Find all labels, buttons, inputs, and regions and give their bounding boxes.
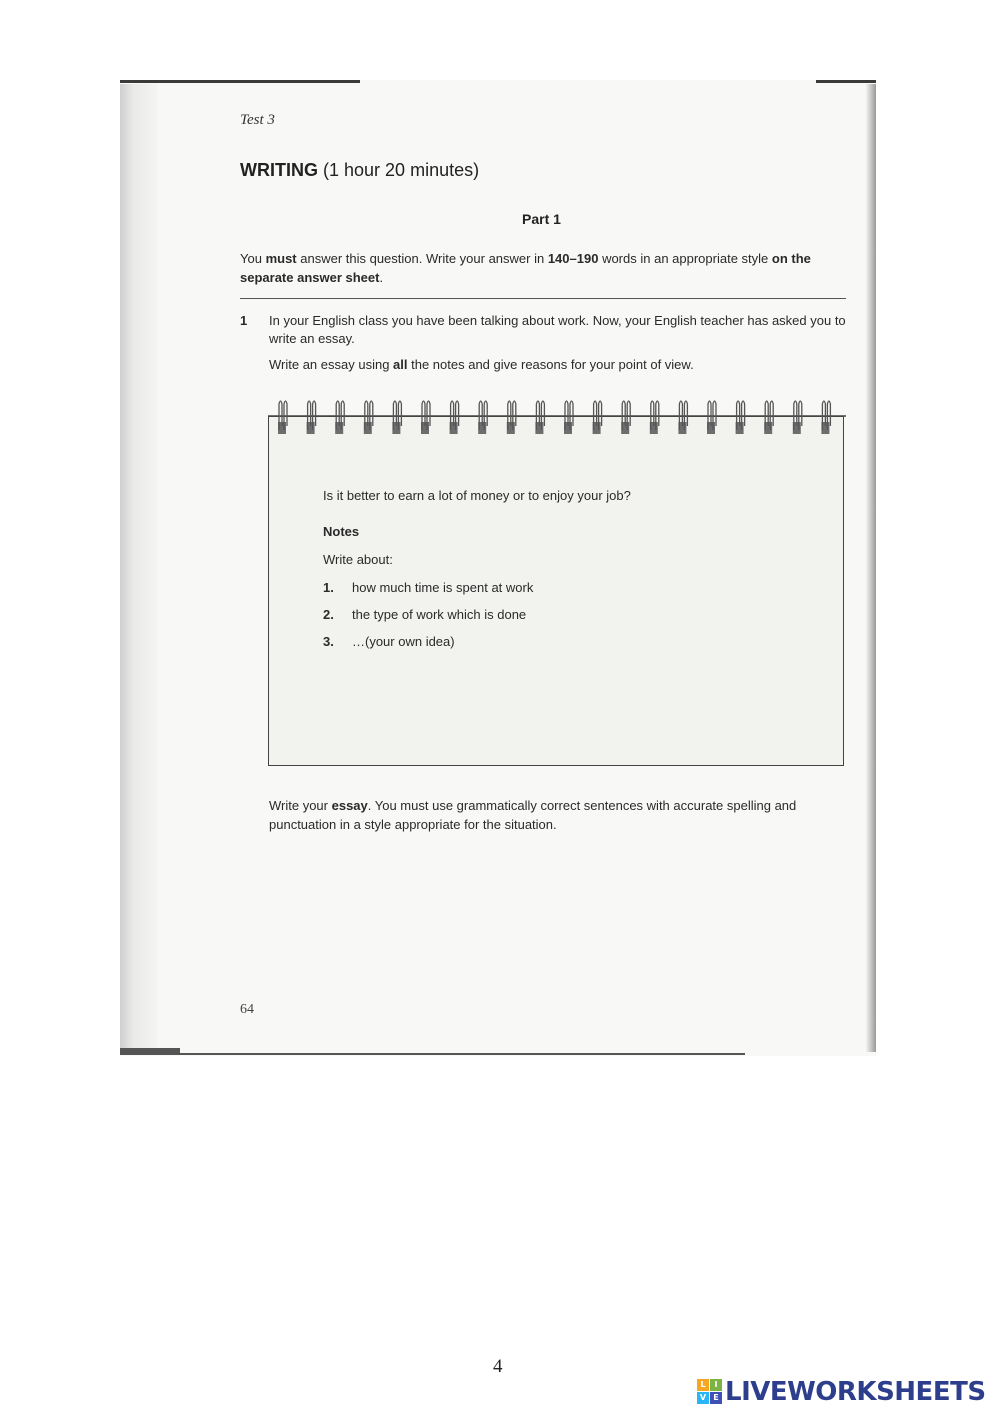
final-instruction: [269, 796, 847, 834]
instruction-text: answer this question. Write your answer in: [296, 251, 548, 266]
instruction-word-count: 140–190: [547, 251, 599, 266]
instruction-text: .: [379, 270, 384, 285]
scan-border: [120, 1053, 745, 1055]
spiral-ring: [564, 401, 573, 434]
logo-letter: V: [697, 1392, 709, 1404]
instruction-text: words in an appropriate style: [598, 251, 772, 266]
divider: [240, 298, 846, 299]
instruction-emphasis: on the separate answer sheet: [240, 251, 811, 285]
note-item-number: 1.: [323, 580, 334, 595]
question-number: 1: [240, 313, 248, 328]
worksheet-page-number: 4: [493, 1356, 503, 1377]
part-instruction: [240, 249, 848, 287]
spiral-ring: [621, 401, 630, 434]
liveworksheets-logo-icon: [697, 1379, 723, 1405]
instruction-text: You: [240, 251, 266, 266]
logo-letter: L: [697, 1379, 709, 1391]
brand-name: LIVEWORKSHEETS: [725, 1377, 986, 1407]
spiral-ring: [821, 401, 830, 434]
instruction-text: Write your: [269, 798, 332, 813]
section-heading: [240, 160, 479, 181]
liveworksheets-brand: [697, 1375, 986, 1409]
question-text: In your English class you have been talking about work. Now, your English teacher has asked you to write an essay.: [269, 313, 846, 346]
spiral-ring: [793, 401, 802, 434]
spiral-ring: [650, 401, 659, 434]
note-item-number: 2.: [323, 607, 334, 622]
instruction-emphasis: all: [393, 357, 408, 372]
spiral-ring: [478, 401, 487, 434]
spiral-ring: [507, 401, 516, 434]
scan-border: [120, 80, 360, 83]
note-item-number: 3.: [323, 634, 334, 649]
spiral-ring: [278, 401, 287, 434]
spiral-ring: [764, 401, 773, 434]
instruction-text: . You must use grammatically correct sentences with accurate spelling and punctuation in a style appropriate for the situation.: [269, 798, 797, 832]
spiral-ring: [421, 401, 430, 434]
book-spine-shadow: [120, 84, 158, 1052]
spiral-ring: [593, 401, 602, 434]
page-edge-shadow: [866, 84, 876, 1052]
notes-heading: Notes: [323, 524, 360, 539]
note-item-text: how much time is spent at work: [352, 580, 534, 595]
spiral-ring: [364, 401, 373, 434]
note-item: [323, 580, 533, 595]
instruction-text: Write an essay using: [269, 357, 394, 372]
note-item: [323, 634, 455, 649]
notepad-spiral-binding: [268, 396, 846, 438]
spiral-ring: [307, 401, 316, 434]
test-label: Test 3: [240, 112, 275, 128]
logo-letter: I: [710, 1379, 722, 1391]
note-item-text: …(your own idea): [352, 634, 455, 649]
write-about-label: Write about:: [323, 552, 393, 567]
spiral-ring: [736, 401, 745, 434]
spiral-ring: [335, 401, 344, 434]
instruction-emphasis: must: [265, 251, 297, 266]
question-instruction: [269, 357, 694, 372]
note-item-text: the type of work which is done: [352, 607, 527, 622]
instruction-emphasis: essay: [331, 798, 368, 813]
spiral-ring: [450, 401, 459, 434]
spiral-ring: [535, 401, 544, 434]
spiral-ring: [707, 401, 716, 434]
spiral-ring: [678, 401, 687, 434]
book-page-number: 64: [240, 1002, 254, 1017]
spiral-ring: [392, 401, 401, 434]
instruction-text: the notes and give reasons for your point of view.: [407, 357, 694, 372]
logo-letter: E: [710, 1392, 722, 1404]
section-title: WRITING: [240, 160, 318, 180]
section-duration: (1 hour 20 minutes): [323, 160, 480, 180]
scan-border: [816, 80, 876, 83]
essay-prompt: Is it better to earn a lot of money or to enjoy your job?: [323, 488, 631, 503]
note-item: [323, 607, 526, 622]
part-title: Part 1: [522, 211, 561, 227]
